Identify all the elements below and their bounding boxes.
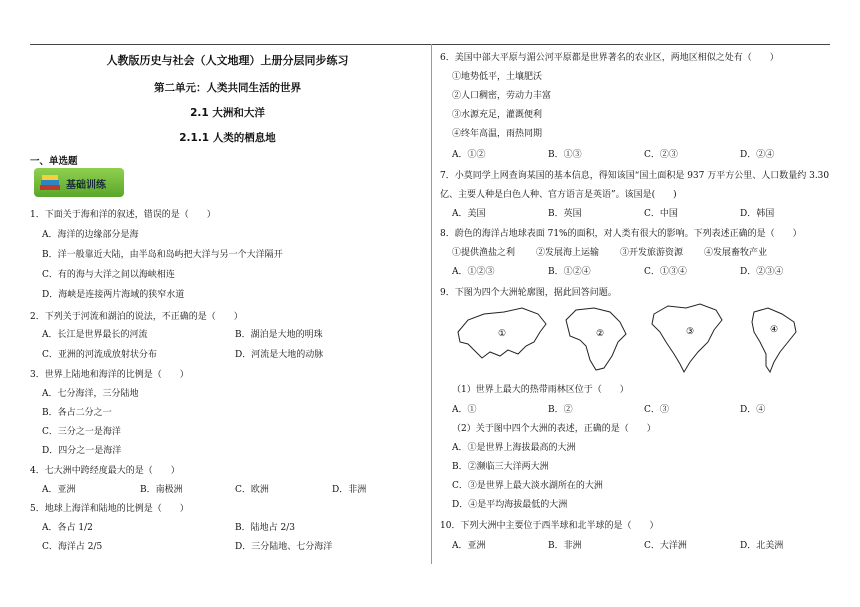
map-label-3: ③ [686,327,695,337]
q8-option-c[interactable]: C．①③④ [644,267,687,277]
basic-training-badge [34,168,124,197]
question-7-line-2: 亿、主要人种是白色人种、官方语言是英语”。该国是( ) [440,190,677,200]
q7-option-a[interactable]: A．美国 [452,209,486,219]
question-6: 6．美国中部大平原与湄公河平原都是世界著名的农业区，两地区相似之处有（ ） [440,53,779,63]
q10-option-a[interactable]: A．亚洲 [452,541,486,551]
q7-option-b[interactable]: B．英国 [548,209,582,219]
q6-option-d[interactable]: D．②④ [740,150,775,160]
q6-item-2: ②人口稠密，劳动力丰富 [452,91,552,101]
question-4: 4．七大洲中跨经度最大的是（ ） [30,466,180,476]
q9-1-option-b[interactable]: B．② [548,405,573,415]
q3-option-a[interactable]: A．七分海洋，三分陆地 [42,389,139,399]
q6-option-a[interactable]: A．①② [452,150,486,160]
q10-option-d[interactable]: D．北美洲 [740,541,784,551]
q9-subquestion-1: （1）世界上最大的热带雨林区位于（ ） [452,385,629,395]
q9-2-option-a[interactable]: A．①是世界上海拔最高的大洲 [452,443,576,453]
continent-3-north-america-outline [652,304,722,372]
badge-label: 基础训练 [66,180,106,191]
continent-4-south-america-outline [752,308,796,372]
question-2: 2．下列关于河流和湖泊的说法，不正确的是（ ） [30,312,243,322]
q10-option-c[interactable]: C．大洋洲 [644,541,687,551]
unit-title: 第二单元：人类共同生活的世界 [154,82,301,94]
q9-1-option-a[interactable]: A．① [452,405,477,415]
q3-option-c[interactable]: C．三分之一是海洋 [42,427,121,437]
question-7-line-1: 7．小莫同学上网查询某国的基本信息，得知该国“国土面积是 937 万平方公里、人口数量约 3.30 [440,171,830,181]
q2-option-c[interactable]: C．亚洲的河流成放射状分布 [42,350,157,360]
question-9: 9．下图为四个大洲轮廓图，据此回答问题。 [440,288,617,298]
q4-option-d[interactable]: D．非洲 [332,485,367,495]
q8-item-3: ③开发旅游资源 [620,248,684,258]
q8-item-2: ②发展海上运输 [536,248,600,258]
q5-option-d[interactable]: D．三分陆地、七分海洋 [235,542,333,552]
q1-option-d[interactable]: D．海峡是连接两片海域的狭窄水道 [42,290,185,300]
q8-option-a[interactable]: A．①②③ [452,267,495,277]
q9-2-option-d[interactable]: D．④是平均海拔最低的大洲 [452,500,568,510]
q1-option-c[interactable]: C．有的海与大洋之间以海峡相连 [42,270,175,280]
section-heading: 一、单选题 [30,156,78,167]
q5-option-c[interactable]: C．海洋占 2/5 [42,542,103,552]
q10-option-b[interactable]: B．非洲 [548,541,582,551]
question-8: 8．蔚色的海洋占地球表面 71%的面积，对人类有很大的影响。下列表述正确的是（ ） [440,229,802,239]
column-divider [431,44,432,564]
q9-1-option-d[interactable]: D．④ [740,405,766,415]
q6-item-1: ①地势低平，土壤肥沃 [452,72,543,82]
q6-item-3: ③水源充足，灌溉便利 [452,110,543,120]
q2-option-b[interactable]: B．湖泊是大地的明珠 [235,330,323,340]
q4-option-c[interactable]: C．欧洲 [235,485,269,495]
map-label-4: ④ [770,325,779,335]
q5-option-a[interactable]: A．各占 1/2 [42,523,93,533]
map-label-1: ① [498,329,507,339]
document-title: 人教版历史与社会（人文地理）上册分层同步练习 [106,54,349,67]
continent-outline-maps [454,302,804,374]
q9-2-option-c[interactable]: C．③是世界上最大淡水湖所在的大洲 [452,481,603,491]
q6-option-c[interactable]: C．②③ [644,150,678,160]
q4-option-b[interactable]: B．南极洲 [140,485,183,495]
q2-option-a[interactable]: A．长江是世界最长的河流 [42,330,148,340]
q8-option-b[interactable]: B．①②④ [548,267,591,277]
question-10: 10．下列大洲中主要位于西半球和北半球的是（ ） [440,521,659,531]
q1-option-a[interactable]: A．海洋的边缘部分是海 [42,230,139,240]
q8-option-d[interactable]: D．②③④ [740,267,784,277]
q2-option-d[interactable]: D．河流是大地的动脉 [235,350,324,360]
sub-lesson-title: 2.1.1 人类的栖息地 [179,132,276,144]
q8-item-4: ④发展畜牧产业 [704,248,768,258]
question-3: 3．世界上陆地和海洋的比例是（ ） [30,370,189,380]
question-1: 1．下面关于海和洋的叙述，错误的是（ ） [30,210,216,220]
q7-option-d[interactable]: D．韩国 [740,209,775,219]
q3-option-b[interactable]: B．各占二分之一 [42,408,112,418]
continent-2-africa-outline [566,308,626,370]
lesson-title: 2.1 大洲和大洋 [190,107,265,119]
question-5: 5．地球上海洋和陆地的比例是（ ） [30,504,189,514]
q5-option-b[interactable]: B．陆地占 2/3 [235,523,295,533]
q6-item-4: ④终年高温，雨热同期 [452,129,543,139]
q6-option-b[interactable]: B．①③ [548,150,582,160]
q4-option-a[interactable]: A．亚洲 [42,485,76,495]
q8-item-1: ①提供渔盐之利 [452,248,516,258]
q3-option-d[interactable]: D．四分之一是海洋 [42,446,122,456]
q9-subquestion-2: （2）关于图中四个大洲的表述，正确的是（ ） [452,424,656,434]
q1-option-b[interactable]: B．洋一般靠近大陆，由半岛和岛屿把大洋与另一个大洋隔开 [42,250,283,260]
top-rule [30,44,830,45]
q7-option-c[interactable]: C．中国 [644,209,678,219]
map-label-2: ② [596,329,605,339]
q9-1-option-c[interactable]: C．③ [644,405,669,415]
q9-2-option-b[interactable]: B．②濒临三大洋两大洲 [452,462,549,472]
books-icon [39,173,61,191]
